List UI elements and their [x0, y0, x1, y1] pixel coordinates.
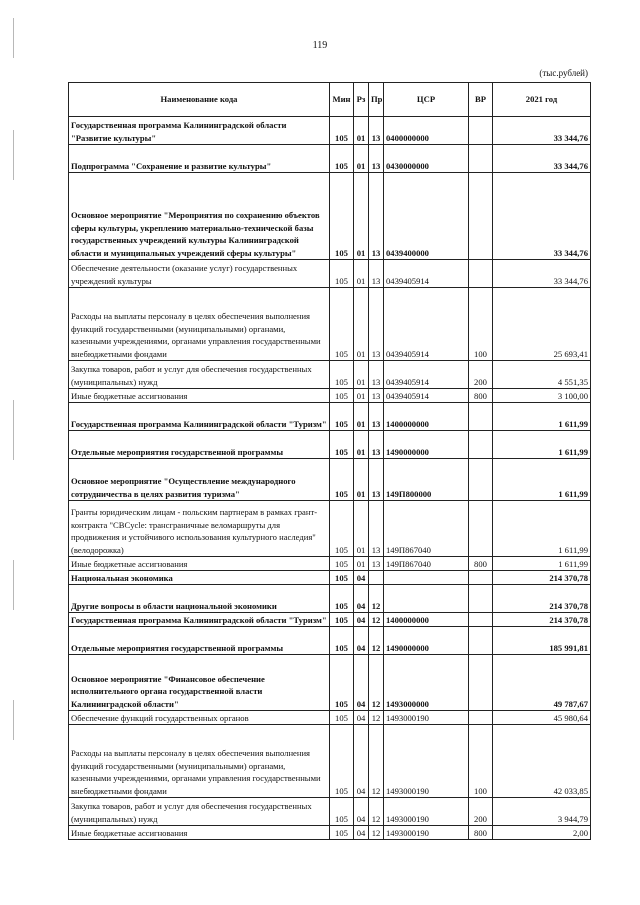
cell-csr [384, 571, 469, 585]
cell-rz: 04 [354, 627, 369, 655]
table-row [69, 798, 591, 826]
cell-pr: 12 [369, 655, 384, 711]
cell-min: 105 [330, 798, 354, 826]
cell-rz: 04 [354, 585, 369, 613]
cell-pr: 13 [369, 431, 384, 459]
cell-csr [384, 585, 469, 613]
cell-amount: 45 980,64 [493, 711, 591, 725]
col-header-csr: ЦСР [384, 83, 469, 117]
cell-amount: 1 611,99 [493, 459, 591, 501]
cell-name: Расходы на выплаты персоналу в целях обеспечения выполнения функций государственными (муниципальными) органами, казенными учреждениями, органами управления государственными внебюджетными фондами [69, 725, 330, 798]
col-header-name: Наименование кода [69, 83, 330, 117]
cell-name: Обеспечение деятельности (оказание услуг) государственных учреждений культуры [69, 260, 330, 288]
cell-name: Государственная программа Калининградской области "Туризм" [69, 403, 330, 431]
table-row [69, 711, 591, 725]
cell-min: 105 [330, 288, 354, 361]
cell-rz: 01 [354, 431, 369, 459]
cell-pr: 13 [369, 260, 384, 288]
cell-rz: 01 [354, 260, 369, 288]
cell-vr: 200 [469, 798, 493, 826]
cell-amount: 3 944,79 [493, 798, 591, 826]
cell-amount: 33 344,76 [493, 173, 591, 260]
cell-amount: 4 551,35 [493, 361, 591, 389]
cell-amount: 33 344,76 [493, 260, 591, 288]
cell-amount: 185 991,81 [493, 627, 591, 655]
cell-rz: 01 [354, 459, 369, 501]
table-row [69, 173, 591, 260]
cell-vr: 800 [469, 557, 493, 571]
cell-pr: 12 [369, 711, 384, 725]
cell-pr: 13 [369, 288, 384, 361]
cell-name: Иные бюджетные ассигнования [69, 389, 330, 403]
cell-pr: 12 [369, 613, 384, 627]
table-row [69, 145, 591, 173]
scan-margin-mark [13, 400, 14, 460]
cell-csr: 149П800000 [384, 459, 469, 501]
table-row [69, 725, 591, 798]
page-number: 119 [312, 40, 328, 51]
cell-vr [469, 613, 493, 627]
cell-min: 105 [330, 711, 354, 725]
cell-pr: 13 [369, 389, 384, 403]
cell-vr [469, 431, 493, 459]
col-header-year: 2021 год [493, 83, 591, 117]
cell-rz: 01 [354, 117, 369, 145]
cell-csr: 0430000000 [384, 145, 469, 173]
cell-pr: 12 [369, 585, 384, 613]
col-header-vr: ВР [469, 83, 493, 117]
cell-vr [469, 627, 493, 655]
table-row [69, 361, 591, 389]
cell-csr: 0439400000 [384, 173, 469, 260]
cell-vr: 800 [469, 826, 493, 840]
cell-min: 105 [330, 173, 354, 260]
cell-amount: 25 693,41 [493, 288, 591, 361]
cell-csr: 0439405914 [384, 389, 469, 403]
cell-min: 105 [330, 557, 354, 571]
cell-min: 105 [330, 431, 354, 459]
cell-rz: 01 [354, 403, 369, 431]
cell-amount: 42 033,85 [493, 725, 591, 798]
cell-min: 105 [330, 613, 354, 627]
cell-name: Расходы на выплаты персоналу в целях обеспечения выполнения функций государственными (муниципальными) органами, казенными учреждениями, органами управления государственными внебюджетными фондами [69, 288, 330, 361]
cell-amount: 1 611,99 [493, 501, 591, 557]
cell-pr [369, 571, 384, 585]
cell-amount: 1 611,99 [493, 557, 591, 571]
cell-csr: 149П867040 [384, 557, 469, 571]
scan-margin-mark [13, 560, 14, 610]
cell-vr: 800 [469, 389, 493, 403]
cell-vr [469, 459, 493, 501]
cell-amount: 1 611,99 [493, 403, 591, 431]
table-row [69, 288, 591, 361]
cell-rz: 04 [354, 798, 369, 826]
cell-csr: 0400000000 [384, 117, 469, 145]
cell-pr: 13 [369, 459, 384, 501]
col-header-pr: Пр [369, 83, 384, 117]
cell-rz: 01 [354, 145, 369, 173]
cell-rz: 01 [354, 288, 369, 361]
cell-min: 105 [330, 571, 354, 585]
cell-min: 105 [330, 260, 354, 288]
cell-rz: 01 [354, 361, 369, 389]
cell-vr [469, 501, 493, 557]
cell-min: 105 [330, 585, 354, 613]
cell-csr: 1493000190 [384, 725, 469, 798]
cell-vr [469, 145, 493, 173]
cell-rz: 01 [354, 501, 369, 557]
table-row [69, 613, 591, 627]
cell-vr: 100 [469, 288, 493, 361]
scan-margin-mark [13, 18, 14, 58]
cell-name: Основное мероприятие "Мероприятия по сохранению объектов сферы культуры, укреплению материально-технической базы государственных учреждений культуры Калининградской области и муниципальных учреждений сферы культуры" [69, 173, 330, 260]
cell-pr: 12 [369, 627, 384, 655]
cell-name: Другие вопросы в области национальной экономики [69, 585, 330, 613]
table-row [69, 260, 591, 288]
table-row [69, 585, 591, 613]
cell-min: 105 [330, 403, 354, 431]
cell-pr: 12 [369, 798, 384, 826]
cell-name: Иные бюджетные ассигнования [69, 557, 330, 571]
cell-pr: 13 [369, 361, 384, 389]
cell-csr: 1493000190 [384, 798, 469, 826]
cell-amount: 214 370,78 [493, 585, 591, 613]
cell-pr: 13 [369, 173, 384, 260]
cell-pr: 13 [369, 117, 384, 145]
cell-min: 105 [330, 501, 354, 557]
cell-vr: 200 [469, 361, 493, 389]
cell-pr: 13 [369, 557, 384, 571]
header-row [69, 83, 591, 117]
cell-amount: 33 344,76 [493, 117, 591, 145]
cell-rz: 01 [354, 389, 369, 403]
cell-name: Обеспечение функций государственных органов [69, 711, 330, 725]
units-label: (тыс.рублей) [539, 68, 588, 78]
scan-margin-mark [13, 700, 14, 740]
cell-vr: 100 [469, 725, 493, 798]
cell-csr: 1490000000 [384, 431, 469, 459]
table-row [69, 501, 591, 557]
cell-amount: 1 611,99 [493, 431, 591, 459]
cell-csr: 1490000000 [384, 627, 469, 655]
cell-amount: 214 370,78 [493, 571, 591, 585]
cell-min: 105 [330, 459, 354, 501]
cell-rz: 04 [354, 725, 369, 798]
cell-csr: 1400000000 [384, 613, 469, 627]
cell-rz: 01 [354, 557, 369, 571]
cell-min: 105 [330, 361, 354, 389]
cell-min: 105 [330, 826, 354, 840]
cell-csr: 149П867040 [384, 501, 469, 557]
table-row [69, 459, 591, 501]
cell-csr: 0439405914 [384, 260, 469, 288]
budget-table [68, 82, 591, 840]
cell-vr [469, 173, 493, 260]
cell-csr: 0439405914 [384, 288, 469, 361]
cell-vr [469, 403, 493, 431]
cell-rz: 01 [354, 173, 369, 260]
cell-name: Основное мероприятие "Осуществление международного сотрудничества в целях развития туризма" [69, 459, 330, 501]
cell-name: Закупка товаров, работ и услуг для обеспечения государственных (муниципальных) нужд [69, 798, 330, 826]
table-row [69, 389, 591, 403]
cell-amount: 33 344,76 [493, 145, 591, 173]
cell-amount: 214 370,78 [493, 613, 591, 627]
col-header-rz: Рз [354, 83, 369, 117]
cell-csr: 0439405914 [384, 361, 469, 389]
table-row [69, 826, 591, 840]
cell-vr [469, 571, 493, 585]
cell-min: 105 [330, 655, 354, 711]
cell-rz: 04 [354, 571, 369, 585]
cell-amount: 2,00 [493, 826, 591, 840]
cell-vr [469, 585, 493, 613]
cell-name: Государственная программа Калининградской области "Туризм" [69, 613, 330, 627]
scan-margin-mark [13, 130, 14, 180]
cell-rz: 04 [354, 711, 369, 725]
cell-vr [469, 117, 493, 145]
table-row [69, 431, 591, 459]
cell-name: Основное мероприятие "Финансовое обеспечение исполнительного органа государственной власти Калининградской области" [69, 655, 330, 711]
table-row [69, 403, 591, 431]
cell-name: Закупка товаров, работ и услуг для обеспечения государственных (муниципальных) нужд [69, 361, 330, 389]
col-header-min: Мин [330, 83, 354, 117]
cell-csr: 1493000190 [384, 826, 469, 840]
cell-min: 105 [330, 389, 354, 403]
cell-csr: 1493000000 [384, 655, 469, 711]
table-row [69, 627, 591, 655]
table-row [69, 557, 591, 571]
cell-name: Государственная программа Калининградской области "Развитие культуры" [69, 117, 330, 145]
cell-pr: 13 [369, 501, 384, 557]
cell-rz: 04 [354, 613, 369, 627]
cell-pr: 12 [369, 826, 384, 840]
cell-name: Гранты юридическим лицам - польским партнерам в рамках грант-контракта "CBCycle: трансграничные веломаршруты для продвижения и устойчивого использования культурного наследия" (велодорожка) [69, 501, 330, 557]
table-row [69, 117, 591, 145]
cell-csr: 1400000000 [384, 403, 469, 431]
cell-min: 105 [330, 627, 354, 655]
table-body [69, 117, 591, 840]
cell-min: 105 [330, 145, 354, 173]
cell-min: 105 [330, 117, 354, 145]
table-row [69, 655, 591, 711]
cell-vr [469, 711, 493, 725]
cell-rz: 04 [354, 826, 369, 840]
cell-amount: 49 787,67 [493, 655, 591, 711]
cell-amount: 3 100,00 [493, 389, 591, 403]
cell-name: Отдельные мероприятия государственной программы [69, 627, 330, 655]
cell-name: Отдельные мероприятия государственной программы [69, 431, 330, 459]
cell-vr [469, 260, 493, 288]
table-row [69, 571, 591, 585]
cell-min: 105 [330, 725, 354, 798]
cell-pr: 12 [369, 725, 384, 798]
cell-vr [469, 655, 493, 711]
cell-name: Иные бюджетные ассигнования [69, 826, 330, 840]
cell-rz: 04 [354, 655, 369, 711]
cell-name: Подпрограмма "Сохранение и развитие культуры" [69, 145, 330, 173]
cell-name: Национальная экономика [69, 571, 330, 585]
cell-pr: 13 [369, 145, 384, 173]
cell-csr: 1493000190 [384, 711, 469, 725]
cell-pr: 13 [369, 403, 384, 431]
